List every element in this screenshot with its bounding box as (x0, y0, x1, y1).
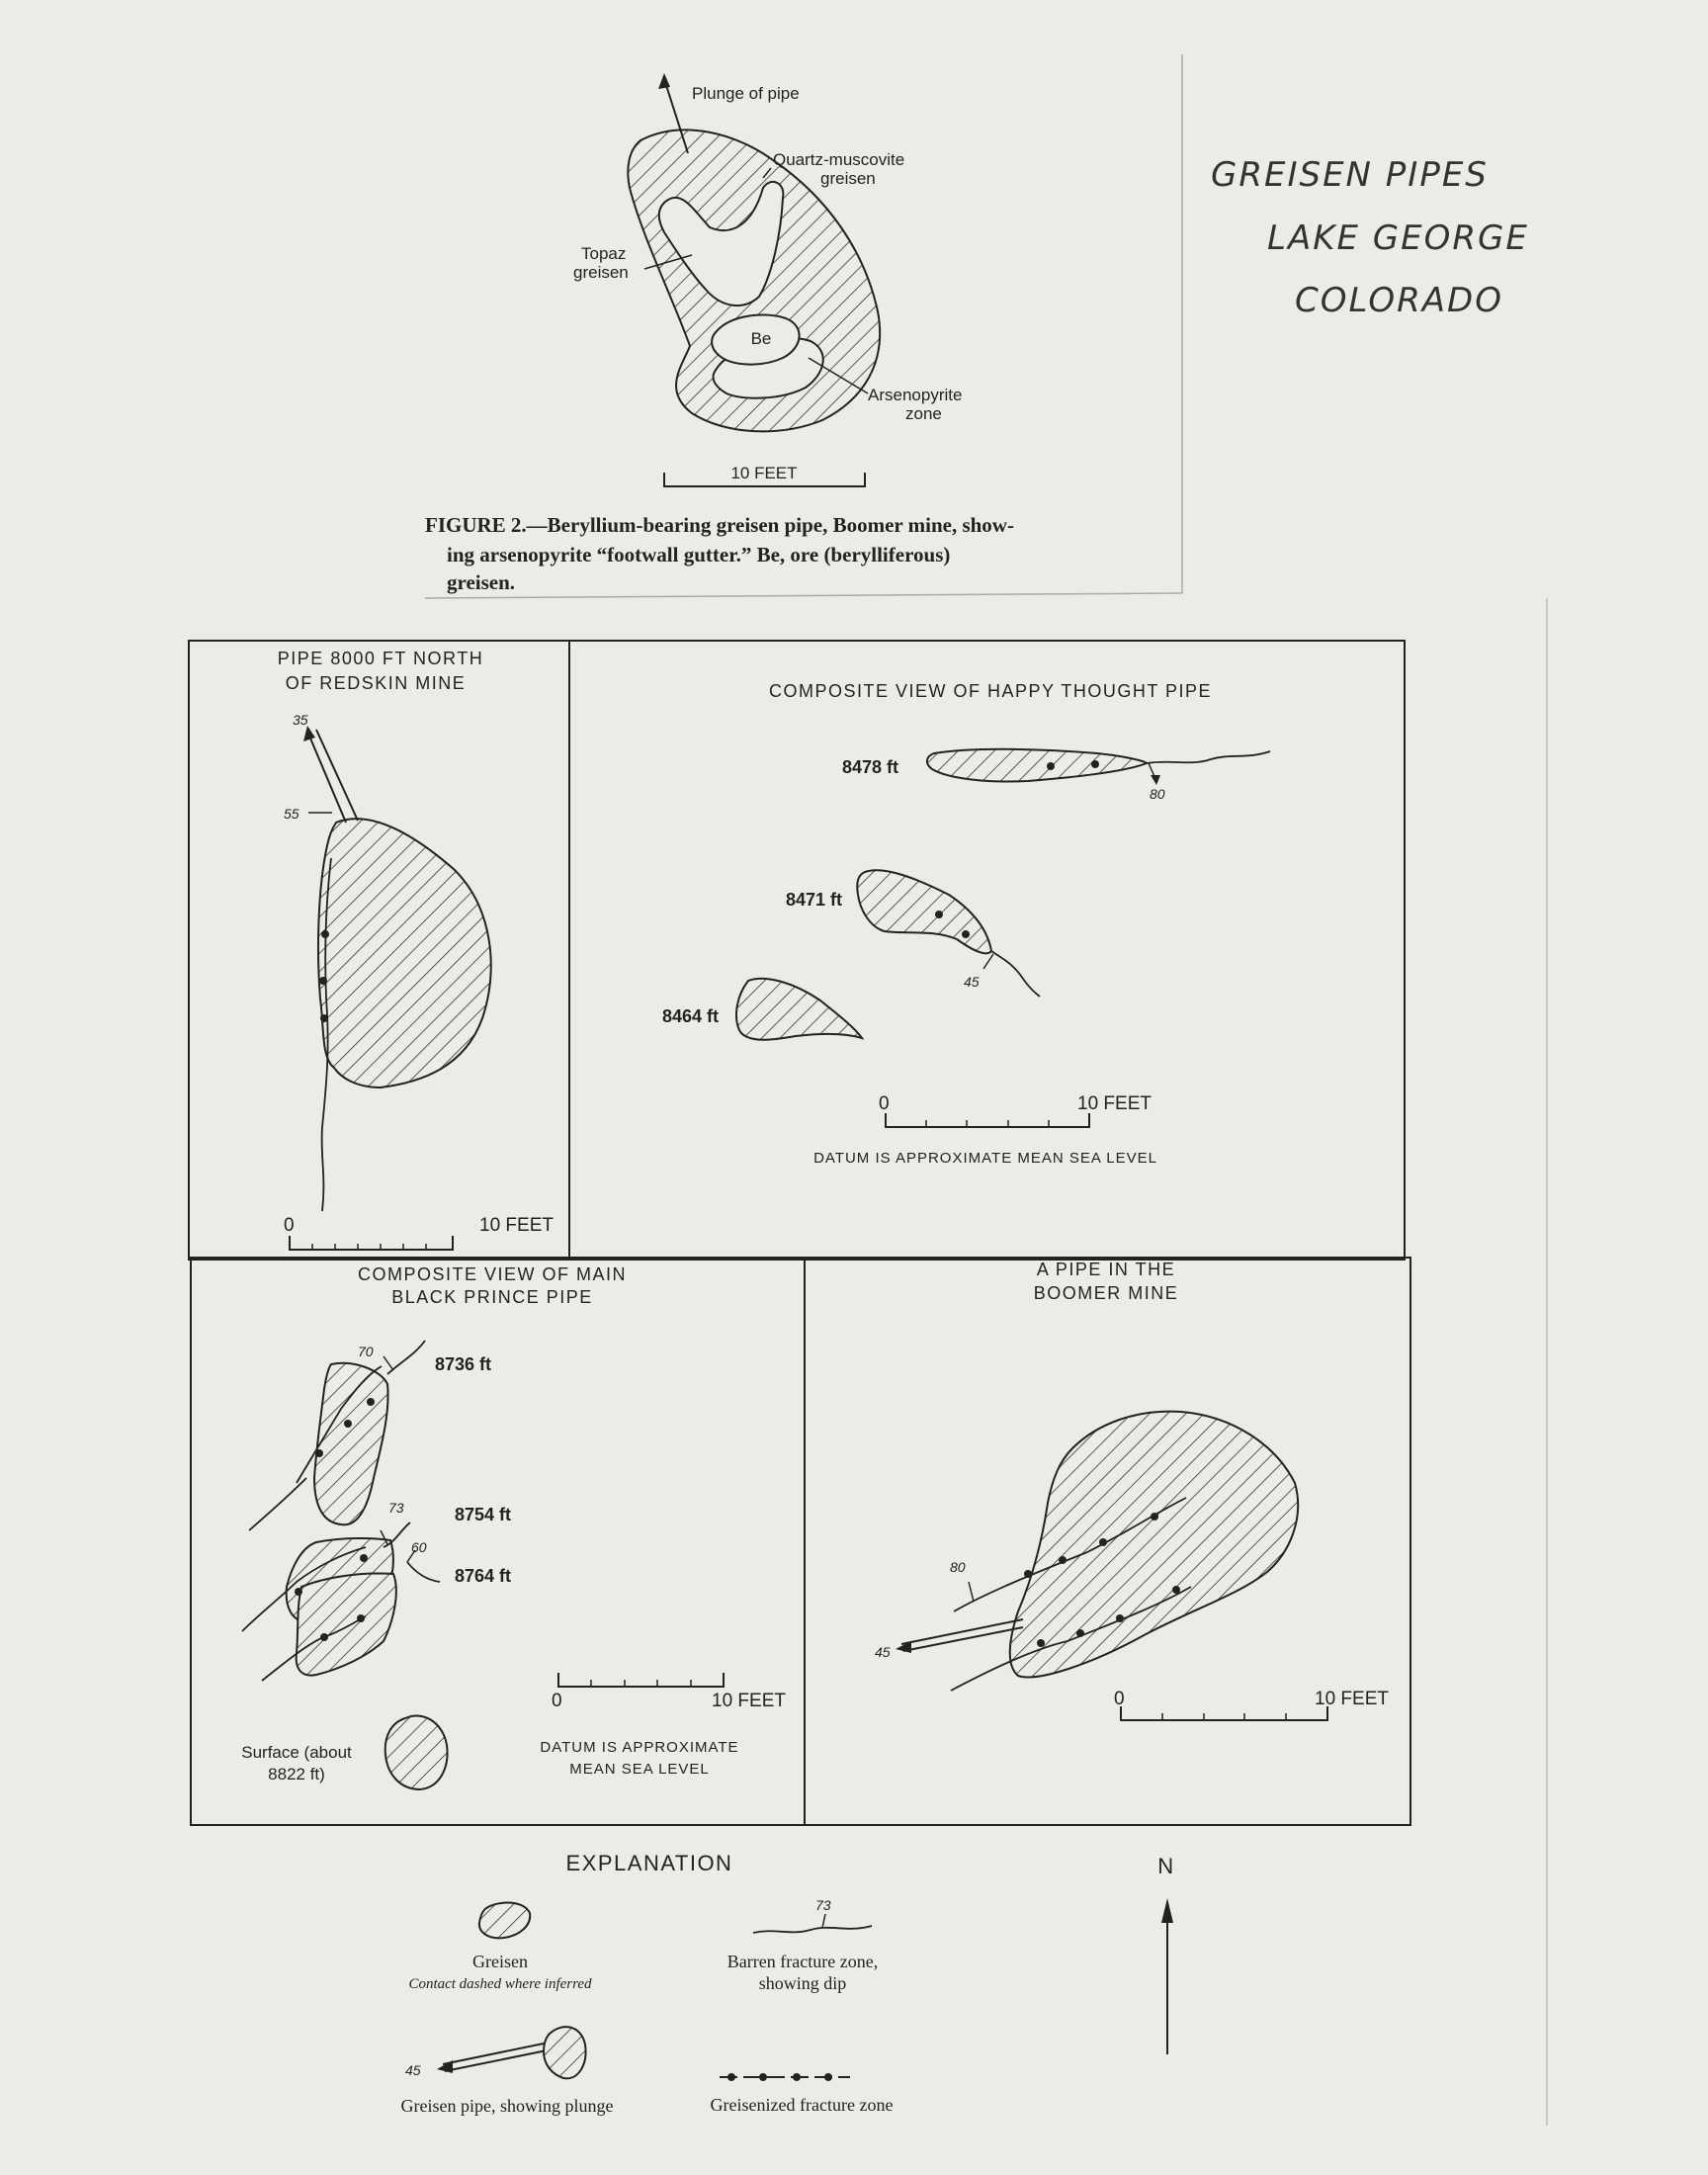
greisenized-dot (315, 1449, 323, 1457)
redskin-dip-55: 55 (284, 806, 299, 822)
handwritten-line-2: LAKE GEORGE (1267, 218, 1529, 258)
explanation-title: EXPLANATION (565, 1851, 733, 1875)
copy-edge-line (425, 593, 1182, 598)
greisenized-dot (759, 2073, 767, 2081)
legend-plunge-label: Greisen pipe, showing plunge (400, 2096, 614, 2116)
redskin-scale-zero: 0 (284, 1215, 295, 1236)
greisenized-dot (962, 930, 970, 938)
boomer-title-line-1: A PIPE IN THE (1036, 1260, 1176, 1279)
redskin-plunge-rod (308, 734, 346, 823)
scale-ticks (926, 1120, 1049, 1127)
black-prince-pipe-lower (297, 1574, 396, 1676)
legend-plunge-dip: 45 (405, 2062, 421, 2078)
figure-caption-line-2: ing arsenopyrite “footwall gutter.” Be, ore (berylliferous) (447, 543, 951, 566)
greisenized-dot (935, 911, 943, 918)
greisenized-dot (1116, 1614, 1124, 1622)
boomer-scale-label: 10 FEET (1315, 1689, 1389, 1709)
black-prince-elev-8736: 8736 ft (435, 1354, 492, 1374)
happy-dip-80: 80 (1150, 786, 1165, 802)
legend-barren-fracture-symbol (753, 1926, 872, 1933)
redskin-pipe-body (318, 819, 491, 1088)
handwritten-line-1: GREISEN PIPES (1211, 155, 1489, 195)
black-prince-fracture (407, 1562, 440, 1582)
topaz-label-2: greisen (573, 263, 629, 282)
boomer-scale-bar (1121, 1706, 1327, 1720)
figure-caption-line-1: FIGURE 2.—Beryllium-bearing greisen pipe, Boomer mine, show- (425, 513, 1014, 537)
panel-redskin (278, 649, 555, 1250)
happy-elev-8478: 8478 ft (842, 757, 899, 777)
greisenized-dot (1091, 760, 1099, 768)
black-prince-dip-60: 60 (411, 1539, 427, 1555)
greisenized-dot (727, 2073, 735, 2081)
redskin-plunge-rod (316, 730, 358, 821)
handwritten-line-3: COLORADO (1295, 281, 1503, 320)
scale-ticks (1162, 1713, 1286, 1720)
dip-tick (969, 1582, 974, 1602)
legend-greisenized-label: Greisenized fracture zone (710, 2095, 894, 2115)
fig2-scale-label: 10 FEET (730, 464, 798, 482)
dip-arrowhead (1151, 775, 1160, 785)
greisenized-dot (295, 1588, 302, 1596)
panel-black-prince (241, 1264, 786, 1789)
redskin-scale-label: 10 FEET (479, 1215, 554, 1236)
dip-tick (983, 954, 993, 969)
happy-scale-label: 10 FEET (1077, 1093, 1152, 1114)
happy-fracture-8471 (991, 951, 1040, 997)
greisenized-dot (1047, 762, 1055, 770)
greisenized-dot (793, 2073, 801, 2081)
black-prince-datum-1: DATUM IS APPROXIMATE (540, 1739, 739, 1756)
greisenized-dot (319, 977, 327, 985)
greisenized-dot (1172, 1586, 1180, 1594)
legend-barren-dip: 73 (815, 1897, 831, 1913)
legend-greisen-label: Greisen (472, 1952, 528, 1971)
panel-boomer (875, 1260, 1389, 1720)
scale-ticks (591, 1680, 691, 1687)
panel-happy-thought (662, 681, 1270, 1167)
happy-elev-8464: 8464 ft (662, 1006, 720, 1026)
greisenized-dot (1037, 1639, 1045, 1647)
greisenized-dot (320, 1014, 328, 1022)
happy-scale-zero: 0 (879, 1093, 890, 1114)
redskin-dip-35: 35 (293, 712, 308, 728)
happy-pipe-8478 (927, 749, 1147, 782)
black-prince-scale-label: 10 FEET (712, 1691, 786, 1711)
boomer-dip-80: 80 (950, 1559, 966, 1575)
happy-title: COMPOSITE VIEW OF HAPPY THOUGHT PIPE (768, 681, 1213, 701)
black-prince-scale-zero: 0 (552, 1691, 562, 1711)
black-prince-fracture (249, 1478, 306, 1530)
happy-pipe-8471 (857, 870, 991, 953)
legend-greisen-note: Contact dashed where inferred (408, 1976, 592, 1992)
black-prince-surface-outcrop (385, 1716, 448, 1789)
topaz-label: Topaz (581, 244, 627, 263)
greisenized-dot (360, 1554, 368, 1562)
redskin-title-line-1: PIPE 8000 FT NORTH (277, 649, 484, 668)
black-prince-elev-8764: 8764 ft (455, 1566, 512, 1586)
redskin-title-line-2: OF REDSKIN MINE (285, 673, 467, 693)
black-prince-datum-2: MEAN SEA LEVEL (569, 1761, 710, 1778)
happy-scale-bar (886, 1113, 1089, 1127)
black-prince-title-line-1: COMPOSITE VIEW OF MAIN (357, 1264, 628, 1284)
greisenized-dot (1024, 1570, 1032, 1578)
surface-label-line-2: 8822 ft) (268, 1765, 325, 1784)
dip-tick (822, 1914, 825, 1928)
happy-dip-45: 45 (964, 974, 980, 990)
black-prince-title-line-2: BLACK PRINCE PIPE (391, 1287, 593, 1307)
greisenized-dot (320, 1633, 328, 1641)
arsenopyrite-label-2: zone (905, 404, 942, 423)
happy-pipe-8464 (736, 979, 862, 1040)
handwritten-note (1211, 155, 1529, 320)
happy-fracture-8478 (1147, 751, 1270, 763)
greisenized-dot (1059, 1556, 1067, 1564)
black-prince-scale-bar (558, 1673, 724, 1687)
legend-barren-label: Barren fracture zone, (726, 1952, 879, 1971)
redskin-scale-bar (290, 1236, 453, 1250)
dip-tick (384, 1356, 393, 1370)
greisenized-dot (357, 1614, 365, 1622)
quartz-muscovite-label: Quartz-muscovite (773, 150, 905, 169)
boomer-title-line-2: BOOMER MINE (1033, 1283, 1179, 1303)
north-label: N (1157, 1854, 1175, 1878)
greisenized-dot (321, 930, 329, 938)
plunge-label: Plunge of pipe (692, 84, 800, 103)
legend-greisen-symbol (479, 1903, 530, 1939)
quartz-muscovite-label-2: greisen (820, 169, 876, 188)
explanation-legend (401, 1851, 1175, 2116)
greisenized-dot (1151, 1513, 1158, 1521)
legend-barren-label-2: showing dip (758, 1973, 847, 1993)
arsenopyrite-label: Arsenopyrite (868, 386, 963, 404)
black-prince-pipe-upper (314, 1363, 388, 1525)
greisenized-dot (824, 2073, 832, 2081)
black-prince-dip-70: 70 (358, 1344, 374, 1359)
plunge-arrowhead (303, 726, 315, 741)
greisenized-dot (344, 1420, 352, 1428)
surface-label-line-1: Surface (about (241, 1743, 352, 1762)
plunge-arrowhead (437, 2060, 453, 2073)
black-prince-dip-73: 73 (388, 1500, 404, 1516)
boomer-dip-45: 45 (875, 1644, 891, 1660)
greisenized-dot (1099, 1538, 1107, 1546)
black-prince-elev-8754: 8754 ft (455, 1505, 512, 1524)
be-label: Be (750, 329, 772, 348)
boomer-scale-zero: 0 (1114, 1689, 1125, 1709)
happy-elev-8471: 8471 ft (786, 890, 843, 910)
happy-datum-note: DATUM IS APPROXIMATE MEAN SEA LEVEL (813, 1150, 1157, 1167)
greisenized-dot (367, 1398, 375, 1406)
boomer-pipe-body (1010, 1412, 1298, 1678)
plunge-arrowhead (658, 73, 670, 89)
figure-2-diagram (425, 73, 1014, 594)
figure-caption-line-3: greisen. (447, 570, 516, 594)
greisenized-dot (1076, 1629, 1084, 1637)
legend-plunge-pipe (544, 2027, 586, 2078)
north-arrowhead (1161, 1898, 1173, 1923)
